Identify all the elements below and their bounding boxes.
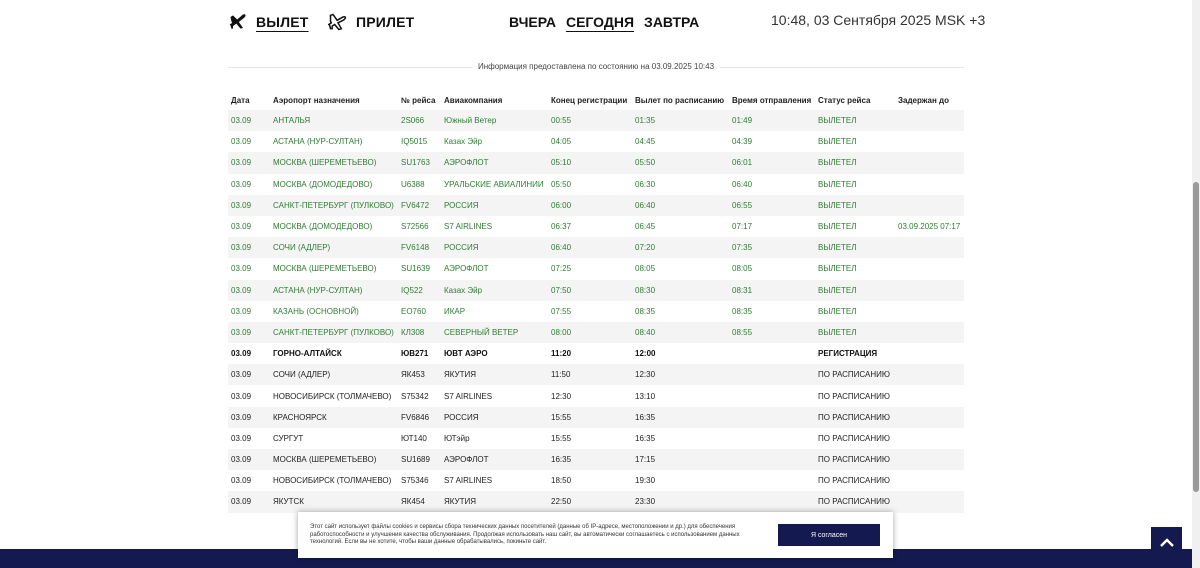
scheduled-departure-cell: 06:40 [632, 195, 729, 216]
flights-table [228, 90, 964, 513]
scheduled-departure-cell: 16:35 [632, 407, 729, 428]
date-cell: 03.09 [231, 349, 252, 359]
delayed-until-cell [895, 322, 964, 343]
flight-number-cell: ЯК454 [398, 491, 441, 512]
actual-departure-cell [729, 385, 815, 406]
checkin-end-cell: 11:50 [548, 364, 632, 385]
actual-departure-cell: 08:35 [732, 306, 753, 316]
table-row [228, 258, 964, 279]
checkin-end-cell: 07:25 [551, 264, 572, 274]
flight-number-cell: S75346 [401, 476, 429, 486]
column-header: Вылет по расписанию [635, 95, 725, 105]
scheduled-departure-cell: 05:50 [632, 152, 729, 173]
flight-number-cell: ЯК453 [398, 364, 441, 385]
airline-cell: УРАЛЬСКИЕ АВИАЛИНИИ [444, 179, 544, 189]
checkin-end-cell: 06:37 [551, 222, 572, 232]
flight-number-cell: IQ5015 [401, 137, 428, 147]
delayed-until-cell [895, 364, 964, 385]
current-time: 10:48, 03 Сентября 2025 MSK +3 [771, 12, 986, 28]
column-header: Статус рейса [818, 95, 871, 105]
departures-tab[interactable] [228, 12, 309, 32]
delayed-until-cell [895, 343, 964, 364]
airline-cell: ЮТэйр [444, 433, 470, 443]
destination-cell: НОВОСИБИРСК (ТОЛМАЧЕВО) [273, 391, 392, 401]
destination-cell: МОСКВА (ШЕРЕМЕТЬЕВО) [270, 152, 398, 173]
flight-status-cell: ВЫЛЕТЕЛ [818, 179, 857, 189]
airline-cell: АЭРОФЛОТ [441, 449, 548, 470]
scheduled-departure-cell: 19:30 [635, 476, 656, 486]
departures-label: ВЫЛЕТ [256, 14, 309, 30]
date-cell: 03.09 [231, 264, 252, 274]
checkin-end-cell: 16:35 [548, 449, 632, 470]
checkin-end-cell: 06:00 [548, 195, 632, 216]
checkin-end-cell: 22:50 [548, 491, 632, 512]
airline-cell: S7 AIRLINES [444, 391, 493, 401]
date-cell: 03.09 [231, 391, 252, 401]
top-navigation [0, 0, 1200, 44]
checkin-end-cell: 15:55 [551, 433, 572, 443]
date-cell: 03.09 [231, 306, 252, 316]
column-header: Авиакомпания [444, 95, 503, 105]
date-cell: 03.09 [228, 322, 270, 343]
airline-cell: Казах Эйр [444, 137, 483, 147]
date-cell: 03.09 [228, 280, 270, 301]
day-tomorrow[interactable]: ЗАВТРА [644, 14, 700, 30]
scheduled-departure-cell: 08:40 [632, 322, 729, 343]
date-cell: 03.09 [228, 491, 270, 512]
flight-status-cell: ВЫЛЕТЕЛ [815, 152, 895, 173]
date-cell: 03.09 [231, 222, 252, 232]
checkin-end-cell: 11:20 [551, 349, 572, 359]
delayed-until-cell [895, 301, 964, 322]
scroll-to-top-button[interactable] [1151, 527, 1182, 558]
table-row [228, 407, 964, 428]
destination-cell: КАЗАНЬ (ОСНОВНОЙ) [273, 306, 359, 316]
airline-cell: S7 AIRLINES [444, 222, 493, 232]
delayed-until-cell [895, 407, 964, 428]
table-row [228, 110, 964, 131]
delayed-until-cell [895, 237, 964, 258]
column-header: Задержан до [898, 95, 950, 105]
date-cell: 03.09 [228, 195, 270, 216]
flight-status-cell: ВЫЛЕТЕЛ [815, 237, 895, 258]
actual-departure-cell: 01:49 [729, 110, 815, 131]
table-row [228, 152, 964, 173]
checkin-end-cell: 06:40 [548, 237, 632, 258]
airline-cell: ЯКУТИЯ [441, 364, 548, 385]
checkin-end-cell: 07:55 [551, 306, 572, 316]
airline-cell: АЭРОФЛОТ [444, 264, 489, 274]
flight-status-cell: РЕГИСТРАЦИЯ [818, 349, 878, 359]
airline-cell: СЕВЕРНЫЙ ВЕТЕР [441, 322, 548, 343]
actual-departure-cell: 04:39 [732, 137, 753, 147]
actual-departure-cell [729, 364, 815, 385]
airline-cell: РОССИЯ [441, 237, 548, 258]
scrollbar[interactable] [1192, 0, 1200, 568]
scrollbar-thumb[interactable] [1193, 182, 1199, 492]
checkin-end-cell: 15:55 [548, 407, 632, 428]
chevron-up-icon [1159, 535, 1175, 551]
column-header: Конец регистрации [551, 95, 628, 105]
flight-number-cell: FV6148 [398, 237, 441, 258]
table-row [228, 491, 964, 512]
column-header: Время отправления [732, 95, 812, 105]
delayed-until-cell [895, 449, 964, 470]
scheduled-departure-cell: 07:20 [632, 237, 729, 258]
table-row [228, 428, 964, 449]
destination-cell: АСТАНА (НУР-СУЛТАН) [270, 280, 398, 301]
date-cell: 03.09 [228, 110, 270, 131]
delayed-until-cell [895, 131, 964, 152]
plane-departure-icon [228, 12, 248, 32]
scheduled-departure-cell: 23:30 [632, 491, 729, 512]
scheduled-departure-cell: 04:45 [635, 137, 656, 147]
airline-cell: Южный Ветер [441, 110, 548, 131]
destination-cell: МОСКВА (ШЕРЕМЕТЬЕВО) [270, 449, 398, 470]
destination-cell: СОЧИ (АДЛЕР) [270, 237, 398, 258]
actual-departure-cell: 06:55 [729, 195, 815, 216]
flight-number-cell: S75342 [401, 391, 429, 401]
destination-cell: СУРГУТ [273, 433, 304, 443]
scheduled-departure-cell: 13:10 [635, 391, 656, 401]
flight-number-cell: FV6472 [398, 195, 441, 216]
flight-status-cell: ПО РАСПИСАНИЮ [815, 407, 895, 428]
flight-status-cell: ПО РАСПИСАНИЮ [815, 491, 895, 512]
airline-cell: Казах Эйр [441, 280, 548, 301]
delayed-until-cell [895, 174, 964, 195]
destination-cell: АСТАНА (НУР-СУЛТАН) [273, 137, 363, 147]
flight-status-cell: ВЫЛЕТЕЛ [815, 195, 895, 216]
checkin-end-cell: 00:55 [548, 110, 632, 131]
checkin-end-cell: 08:00 [548, 322, 632, 343]
table-row [228, 131, 964, 152]
table-row [228, 195, 964, 216]
airline-cell: РОССИЯ [441, 407, 548, 428]
actual-departure-cell [729, 470, 815, 491]
plane-arrival-icon [328, 12, 348, 32]
flight-status-cell: ПО РАСПИСАНИЮ [818, 391, 890, 401]
scheduled-departure-cell: 08:35 [635, 306, 656, 316]
airline-cell: ИКАР [444, 306, 466, 316]
airline-cell: S7 AIRLINES [444, 476, 493, 486]
actual-departure-cell [729, 407, 815, 428]
column-header: № рейса [401, 95, 436, 105]
column-header: Аэропорт назначения [273, 95, 360, 105]
delayed-until-cell [895, 110, 964, 131]
table-row [228, 343, 964, 364]
actual-departure-cell: 06:01 [729, 152, 815, 173]
date-cell: 03.09 [228, 152, 270, 173]
flight-status-cell: ВЫЛЕТЕЛ [818, 264, 857, 274]
scheduled-departure-cell: 06:45 [635, 222, 656, 232]
flight-status-cell: ВЫЛЕТЕЛ [818, 306, 857, 316]
flight-status-cell: ПО РАСПИСАНИЮ [815, 364, 895, 385]
scheduled-departure-cell: 17:15 [632, 449, 729, 470]
delayed-until-cell [895, 280, 964, 301]
day-yesterday[interactable]: ВЧЕРА [509, 14, 556, 30]
delayed-until-cell [895, 385, 964, 406]
airline-cell: ЮВТ АЭРО [444, 349, 488, 359]
table-row [228, 216, 964, 237]
delayed-until-cell: 03.09.2025 07:17 [898, 222, 961, 232]
table-row [228, 237, 964, 258]
destination-cell: МОСКВА (ШЕРЕМЕТЬЕВО) [273, 264, 377, 274]
flight-number-cell: SU1763 [398, 152, 441, 173]
destination-cell: МОСКВА (ДОМОДЕДОВО) [273, 222, 373, 232]
checkin-end-cell: 12:30 [551, 391, 572, 401]
checkin-end-cell: 18:50 [551, 476, 572, 486]
actual-departure-cell: 08:31 [729, 280, 815, 301]
date-cell: 03.09 [231, 433, 252, 443]
day-today[interactable]: СЕГОДНЯ [565, 14, 635, 30]
info-banner [0, 62, 1192, 71]
flight-status-cell: ПО РАСПИСАНИЮ [818, 433, 890, 443]
arrivals-tab[interactable] [328, 12, 414, 32]
actual-departure-cell [729, 428, 815, 449]
column-header: Дата [231, 95, 250, 105]
flight-status-cell: ВЫЛЕТЕЛ [815, 322, 895, 343]
airline-cell: РОССИЯ [441, 195, 548, 216]
scheduled-departure-cell: 08:05 [635, 264, 656, 274]
scheduled-departure-cell: 12:00 [635, 349, 656, 359]
actual-departure-cell: 08:05 [732, 264, 753, 274]
delayed-until-cell [895, 491, 964, 512]
date-cell: 03.09 [228, 407, 270, 428]
table-row [228, 301, 964, 322]
header-row [228, 90, 964, 110]
scheduled-departure-cell: 16:35 [635, 433, 656, 443]
destination-cell: САНКТ-ПЕТЕРБУРГ (ПУЛКОВО) [270, 195, 398, 216]
table-row [228, 322, 964, 343]
date-cell: 03.09 [231, 137, 252, 147]
table-row [228, 449, 964, 470]
flight-number-cell: S72566 [401, 222, 429, 232]
flight-number-cell: ЮВ271 [401, 349, 429, 359]
scheduled-departure-cell: 01:35 [632, 110, 729, 131]
destination-cell: СОЧИ (АДЛЕР) [270, 364, 398, 385]
destination-cell: ЯКУТСК [270, 491, 398, 512]
flight-number-cell: SU1639 [401, 264, 430, 274]
scheduled-departure-cell: 12:30 [632, 364, 729, 385]
date-cell: 03.09 [231, 476, 252, 486]
flight-status-cell: ВЫЛЕТЕЛ [818, 137, 857, 147]
flight-number-cell: КЛ308 [398, 322, 441, 343]
date-cell: 03.09 [228, 364, 270, 385]
table-header [228, 90, 964, 110]
destination-cell: САНКТ-ПЕТЕРБУРГ (ПУЛКОВО) [270, 322, 398, 343]
delayed-until-cell [895, 428, 964, 449]
table-row [228, 470, 964, 491]
flight-number-cell: IQ522 [398, 280, 441, 301]
flight-status-cell: ВЫЛЕТЕЛ [818, 222, 857, 232]
arrivals-label: ПРИЛЕТ [356, 14, 415, 30]
flight-number-cell: 2S066 [398, 110, 441, 131]
flight-status-cell: ВЫЛЕТЕЛ [815, 110, 895, 131]
delayed-until-cell [895, 258, 964, 279]
cookie-accept-button[interactable]: Я согласен [778, 524, 880, 546]
scheduled-departure-cell: 08:30 [632, 280, 729, 301]
actual-departure-cell: 08:55 [729, 322, 815, 343]
flight-number-cell: ЮТ140 [401, 433, 427, 443]
airline-cell: ЯКУТИЯ [441, 491, 548, 512]
cookie-text: Этот сайт использует файлы cookies и сервисы сбора технических данных посетителей (данные об IP-адресе, местоположении и др.) для обеспечения работоспособности и улучшения качества обслуживания. Продолжая использовать наш сайт, вы автоматически соглашаетесь с использованием данных технологий. Если вы не хотите, чтобы ваши данные обрабатывались, покиньте сайт. [310, 524, 740, 545]
scheduled-departure-cell: 06:30 [635, 179, 656, 189]
checkin-end-cell: 07:50 [548, 280, 632, 301]
table-row [228, 385, 964, 406]
info-text: Информация предоставлена по состоянию на 03.09.2025 10:43 [472, 62, 720, 71]
checkin-end-cell: 04:05 [551, 137, 572, 147]
delayed-until-cell [895, 152, 964, 173]
flight-status-cell: ПО РАСПИСАНИЮ [818, 476, 890, 486]
actual-departure-cell: 06:40 [732, 179, 753, 189]
actual-departure-cell: 07:35 [729, 237, 815, 258]
table-row [228, 174, 964, 195]
table-row [228, 364, 964, 385]
day-selector [509, 14, 699, 30]
actual-departure-cell [729, 343, 815, 364]
flight-number-cell: EO760 [401, 306, 426, 316]
destination-cell: МОСКВА (ДОМОДЕДОВО) [273, 179, 373, 189]
destination-cell: АНТАЛЬЯ [270, 110, 398, 131]
destination-cell: КРАСНОЯРСК [270, 407, 398, 428]
delayed-until-cell [895, 195, 964, 216]
cookie-banner [298, 512, 893, 558]
date-cell: 03.09 [228, 237, 270, 258]
delayed-until-cell [895, 470, 964, 491]
airline-cell: АЭРОФЛОТ [441, 152, 548, 173]
actual-departure-cell [729, 491, 815, 512]
table-row [228, 280, 964, 301]
actual-departure-cell: 07:17 [732, 222, 753, 232]
destination-cell: ГОРНО-АЛТАЙСК [273, 349, 342, 359]
flight-status-cell: ВЫЛЕТЕЛ [815, 280, 895, 301]
checkin-end-cell: 05:50 [551, 179, 572, 189]
flight-number-cell: FV6846 [398, 407, 441, 428]
flight-number-cell: SU1689 [398, 449, 441, 470]
flight-status-cell: ПО РАСПИСАНИЮ [815, 449, 895, 470]
date-cell: 03.09 [228, 449, 270, 470]
flight-number-cell: U6388 [401, 179, 425, 189]
actual-departure-cell [729, 449, 815, 470]
date-cell: 03.09 [231, 179, 252, 189]
checkin-end-cell: 05:10 [548, 152, 632, 173]
table-body [228, 110, 964, 513]
destination-cell: НОВОСИБИРСК (ТОЛМАЧЕВО) [273, 476, 392, 486]
